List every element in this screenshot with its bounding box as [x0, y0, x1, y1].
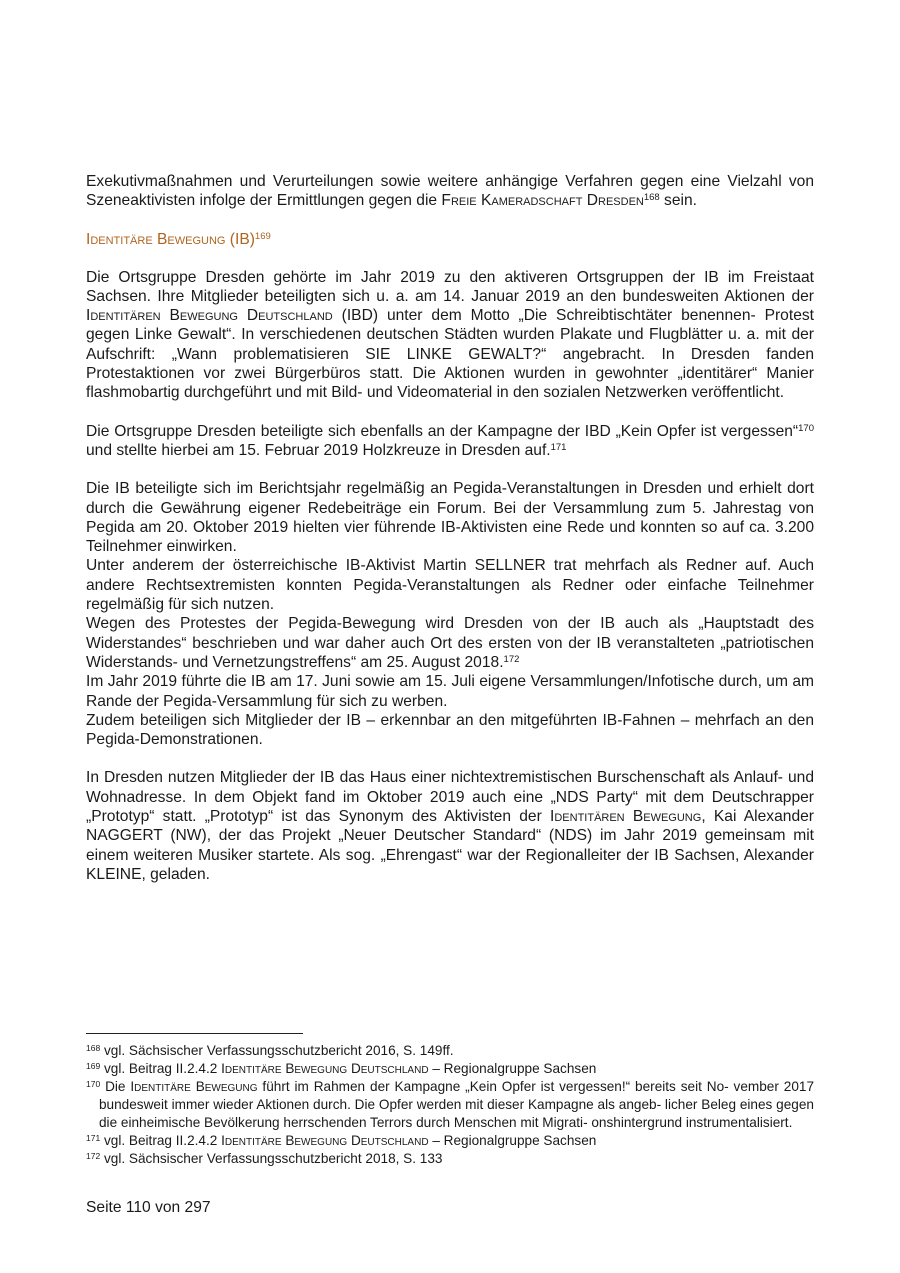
org-name: Identitäre Bewegung Deutschland — [221, 1133, 429, 1148]
footnote-text: – Regionalgruppe Sachsen — [428, 1133, 597, 1148]
footnote-text: vgl. Beitrag II.2.4.2 — [100, 1061, 222, 1076]
footnote-168 — [86, 1042, 814, 1060]
intro-text-end: sein. — [659, 192, 697, 210]
footnote-ref[interactable]: 170 — [798, 422, 814, 434]
paragraph-4 — [86, 768, 814, 884]
heading-org-name: Identitäre Bewegung — [86, 230, 226, 248]
paragraph-line: Die IB beteiligte sich im Berichtsjahr regelmäßig an Pegida-Veranstaltungen in Dresden und erhielt dort durch die Gewährung eigener Redebeiträge ein Forum. Bei der Versammlung zum 5. Jahrestag von Pegida am 20. Oktober 2019 hielten vier führende IB-Aktivisten eine Rede und konnten so auf ca. 3.200 Teilnehmer einwirken. — [86, 480, 814, 556]
paragraph-text: , Kai Alexander NAGGERT (NW), der das Projekt „Neuer Deutscher Standard“ (NDS) im Jahr 2019 gemeinsam mit einem weiteren Musiker startete. Als sog. „Ehrengast“ war der Regionalleiter der IB Sachsen, Alexander KLEINE, geladen. — [86, 808, 814, 883]
section-heading — [86, 230, 814, 249]
paragraph-text: In Dresden nutzen Mitglieder der IB das Haus einer nichtextremistischen Burschenschaft als Anlauf- und Wohnadresse. In dem Objekt fand im Oktober 2019 auch eine „NDS Party“ mit dem Deutschrapper „Prototyp“ statt. „Prototyp“ ist das Synonym des Aktivisten der — [86, 769, 814, 826]
paragraph-line: Unter anderem der österreichische IB-Aktivist Martin SELLNER trat mehrfach als Redner auf. Auch andere Rechtsextremisten konnten Pegida-Veranstaltungen als Redner oder einfache Teilnehmer regelmäßig für sich nutzen. — [86, 557, 814, 614]
footnote-ref[interactable]: 172 — [503, 653, 520, 665]
org-name: Identitäre Bewegung Deutschland — [221, 1061, 429, 1076]
footnote-text: vgl. Sächsischer Verfassungsschutzbericht 2016, S. 149ff. — [100, 1043, 454, 1058]
org-name: Freie Kameradschaft Dresden — [441, 192, 644, 210]
footnote-number: 171 — [86, 1133, 101, 1143]
paragraph-line: Zudem beteiligen sich Mitglieder der IB – erkennbar an den mitgeführten IB-Fahnen – mehrfach an den Pegida-Demonstrationen. — [86, 711, 814, 749]
footnote-text: – Regionalgruppe Sachsen — [428, 1061, 597, 1076]
footnote-ref[interactable]: 171 — [550, 441, 567, 453]
paragraph-text: Die Ortsgruppe Dresden gehörte im Jahr 2019 zu den aktiveren Ortsgruppen der IB im Freistaat Sachsen. Ihre Mitglieder beteiligten sich u. a. am 14. Januar 2019 an den bundesweiten Aktionen der — [86, 268, 814, 305]
footnote-text: Die — [100, 1079, 131, 1094]
paragraph-text: und stellte hierbei am 15. Februar 2019 Holzkreuze in Dresden auf. — [86, 441, 551, 459]
footnote-170 — [86, 1078, 814, 1132]
footnotes — [86, 1042, 814, 1168]
footnote-ref[interactable]: 169 — [254, 230, 271, 242]
footnote-text: führt im Rahmen der Kampagne „Kein Opfer ist vergessen!“ bereits seit No- vember 2017 bundesweit immer wieder Aktionen durch. Die Opfer werden mit dieser Kampagne als angeb- licher Beleg eines gegen die einheimische Bevölkerung herrschenden Terrors durch Menschen mit Migrati- onshintergrund instrumentalisiert. — [99, 1079, 815, 1130]
footnote-text: vgl. Sächsischer Verfassungsschutzbericht 2018, S. 133 — [100, 1151, 443, 1166]
paragraph-text: (IBD) unter dem Motto „Die Schreibtischtäter benennen- Protest gegen Linke Gewalt“. In verschiedenen deutschen Städten wurden Plakate und Flugblätter u. a. mit der Aufschrift: „Wann problematisieren SIE LINKE GEWALT?“ angebracht. In Dresden fanden Protestaktionen vor zwei Bürgerbüros statt. Die Aktionen wurden in gewohnter „identitärer“ Manier flashmobartig durchgeführt und mit Bild- und Videomaterial in den sozialen Netzwerken veröffentlicht. — [86, 307, 814, 402]
footnote-172 — [86, 1150, 814, 1168]
footnote-number: 168 — [86, 1043, 101, 1053]
paragraph-3 — [86, 479, 814, 749]
heading-abbr: (IB) — [225, 230, 255, 248]
footnote-169 — [86, 1060, 814, 1078]
intro-paragraph — [86, 172, 814, 211]
paragraph-line — [86, 614, 814, 672]
footnote-number: 170 — [86, 1079, 101, 1089]
footnote-ref[interactable]: 168 — [643, 192, 660, 204]
paragraph-text: Die Ortsgruppe Dresden beteiligte sich ebenfalls an der Kampagne der IBD „Kein Opfer ist vergessen“ — [86, 422, 799, 440]
footnote-171 — [86, 1132, 814, 1150]
org-name: Identitären Bewegung Deutschland — [86, 307, 333, 325]
footnote-number: 172 — [86, 1151, 101, 1161]
page-number: Seite 110 von 297 — [86, 1199, 211, 1216]
footnote-number: 169 — [86, 1061, 101, 1071]
paragraph-1 — [86, 268, 814, 403]
footnote-text: vgl. Beitrag II.2.4.2 — [100, 1133, 222, 1148]
paragraph-text: Wegen des Protestes der Pegida-Bewegung wird Dresden von der IB auch als „Hauptstadt des Widerstandes“ beschrieben und war daher auch Ort des ersten von der IB veranstalteten „patriotischen Widerstands- und Vernetzungstreffens“ am 25. August 2018. — [86, 615, 814, 671]
document-body — [86, 172, 814, 884]
paragraph-line: Im Jahr 2019 führte die IB am 17. Juni sowie am 15. Juli eigene Versammlungen/Infotische durch, um am Rande der Pegida-Versammlung für sich zu werben. — [86, 673, 814, 710]
org-name: Identitären Bewegung — [550, 808, 702, 826]
footnote-divider — [86, 1033, 303, 1034]
intro-text: Exekutivmaßnahmen und Verurteilungen sowie weitere anhängige Verfahren gegen eine Vielzahl von Szeneaktivisten infolge der Ermittlungen gegen die — [86, 173, 814, 210]
org-name: Identitäre Bewegung — [130, 1079, 258, 1094]
paragraph-2 — [86, 422, 814, 461]
